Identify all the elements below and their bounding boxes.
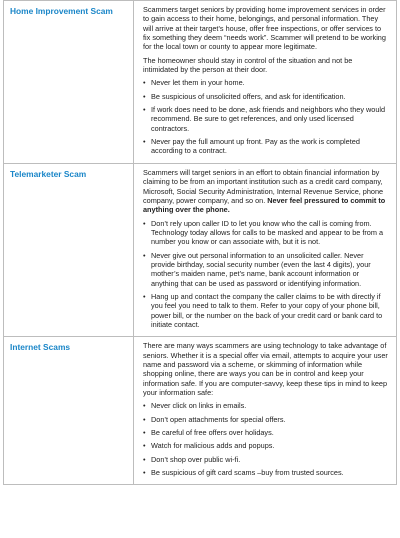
bullet-icon: • — [143, 414, 146, 424]
list-item — [143, 105, 388, 133]
tips-list — [143, 401, 388, 477]
scam-body-cell — [134, 1, 397, 164]
list-item — [143, 415, 388, 424]
tip-text: Watch for malicious adds and popups. — [151, 441, 275, 451]
list-item — [143, 78, 388, 87]
table-row — [4, 163, 397, 337]
tip-text: Never let them in your home. — [151, 78, 245, 88]
bullet-icon: • — [143, 291, 146, 301]
list-item — [143, 401, 388, 410]
scam-title: Telemarketer Scam — [10, 168, 87, 179]
tip-text: If work does need to be done, ask friends and neighbors who they would recommend. Be sure to get references, and only used licensed contractors. — [151, 105, 386, 133]
scam-warning: Never feel pressured to commit to anything over the phone. — [143, 195, 386, 215]
scam-table — [3, 0, 397, 485]
bullet-icon: • — [143, 441, 146, 451]
bullet-icon: • — [143, 91, 146, 101]
list-item — [143, 137, 388, 156]
tip-text: Never click on links in emails. — [151, 401, 247, 411]
scam-title: Home Improvement Scam — [10, 6, 113, 16]
list-item — [143, 292, 388, 329]
list-item — [143, 441, 388, 450]
bullet-icon: • — [143, 468, 146, 478]
tip-text: Be careful of free offers over holidays. — [151, 428, 274, 438]
tip-text: Don’t open attachments for special offers. — [151, 414, 286, 424]
bullet-icon: • — [143, 454, 146, 464]
scam-intro: Scammers target seniors by providing home improvement services in order to gain access to their home, belongings, and personal information. They will arrive at their target’s house, offer free inspections, or offer services to fix something they deem “needs work”. Scammer will pretend to be working for the local town or county to appear more legitimate. — [143, 5, 386, 52]
tips-list — [143, 219, 388, 330]
list-item — [143, 92, 388, 101]
scam-intro: There are many ways scammers are using technology to take advantage of seniors. Whether it is a special offer via email, attempts to acquire your user name and password via a scheme, or skimming of information while shopping online, there are ways you can be in control and keep your information safe. If you are computer-savvy, keep these tips in mind to keep your information safe: — [143, 341, 388, 398]
bullet-icon: • — [143, 428, 146, 438]
bullet-icon: • — [143, 105, 146, 115]
list-item — [143, 428, 388, 437]
table-row — [4, 1, 397, 164]
bullet-icon: • — [143, 401, 146, 411]
bullet-icon: • — [143, 250, 146, 260]
tip-text: Don’t shop over public wi-fi. — [151, 454, 241, 464]
tip-text: Never pay the full amount up front. Pay as the work is completed according to a contract. — [151, 137, 360, 156]
scam-label-cell — [4, 163, 134, 337]
scam-body-cell — [134, 337, 397, 485]
tip-text: Don’t rely upon caller ID to let you know who the call is coming from. Technology today allows for calls to be masked and appear to be from a number you know or can associate with, but it is not. — [151, 218, 384, 247]
list-item — [143, 219, 388, 247]
bullet-icon: • — [143, 218, 146, 228]
list-item — [143, 468, 388, 477]
scam-body-cell — [134, 163, 397, 337]
scam-intro-secondary: The homeowner should stay in control of the situation and not be intimidated by the person at their door. — [143, 55, 353, 75]
scam-title: Internet Scams — [10, 342, 71, 353]
scam-label-cell — [4, 1, 134, 164]
table-row — [4, 337, 397, 485]
tips-list — [143, 78, 388, 155]
scam-intro-text: Scammers will target seniors in an effort to obtain financial information by claiming to be from an important institution such as a credit card company, Microsoft, Social Security Administration, Internal Revenue Service, phone company, power company, and so on. — [143, 167, 384, 205]
list-item — [143, 251, 388, 288]
tip-text: Be suspicious of gift card scams –buy from trusted sources. — [151, 468, 344, 478]
bullet-icon: • — [143, 78, 146, 88]
tip-text: Never give out personal information to an unsolicited caller. Never provide birthday, social security number (even the last 4 digits), your mother’s maiden name, pet’s name, bank account information or anything that can be used as password or identifying information. — [151, 250, 371, 288]
scam-label-cell — [4, 337, 134, 485]
list-item — [143, 455, 388, 464]
scam-intro — [143, 168, 388, 215]
tip-text: Be suspicious of unsolicited offers, and ask for identification. — [151, 91, 346, 101]
tip-text: Hang up and contact the company the caller claims to be with directly if you feel you need to talk to them. Refer to your copy of your phone bill, power bill, or the number on the back of your credit card or bank card to initiate contact. — [151, 291, 383, 329]
bullet-icon: • — [143, 137, 146, 147]
